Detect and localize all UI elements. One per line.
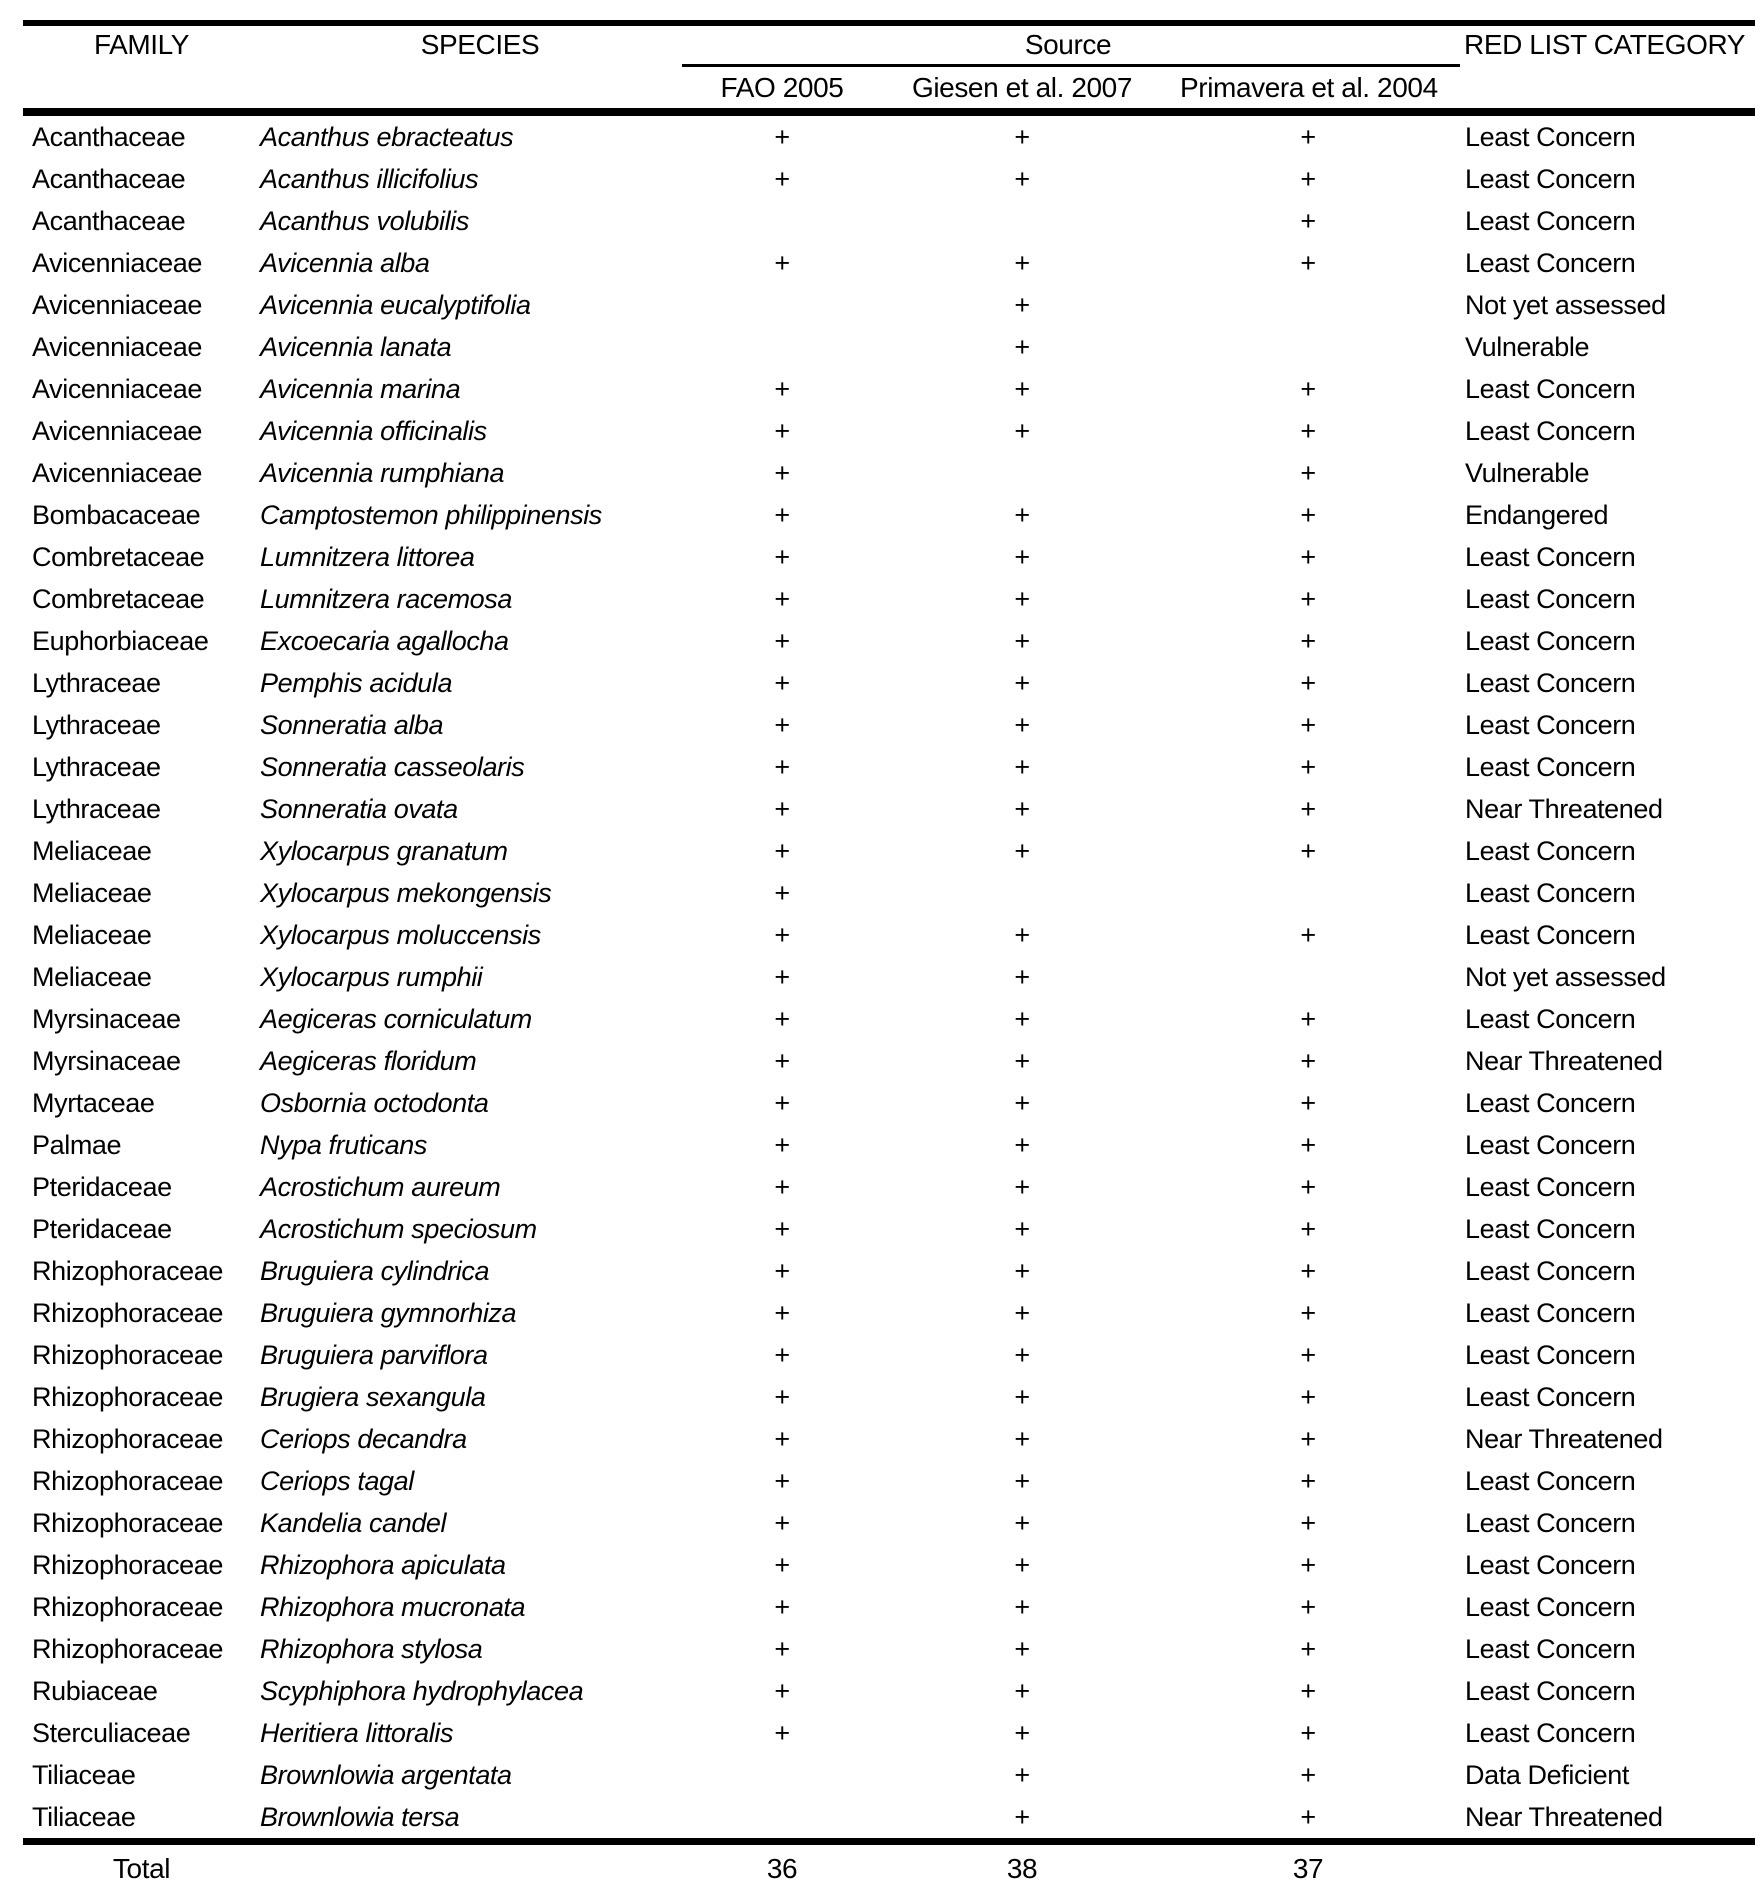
spacer-cell [1436, 104, 1755, 108]
species-cell: Brownlowia argentata [260, 1759, 512, 1790]
primavera-2004-mark: + [1300, 835, 1316, 866]
table-row [23, 1544, 1755, 1586]
family-cell: Avicenniaceae [32, 289, 202, 320]
primavera-2004-mark: + [1300, 1549, 1316, 1580]
table-row [23, 788, 1755, 830]
family-cell: Lythraceae [32, 709, 161, 740]
fao-2005-mark: + [774, 625, 790, 656]
species-cell: Sonneratia ovata [260, 793, 458, 824]
giesen-2007-mark: + [1014, 121, 1030, 152]
red-list-cell: Endangered [1465, 499, 1609, 530]
red-list-cell: Least Concern [1465, 121, 1636, 152]
table-row [23, 872, 1755, 914]
species-cell: Avicennia eucalyptifolia [260, 289, 531, 320]
giesen-2007-mark: + [1014, 1801, 1030, 1832]
fao-2005-mark: + [774, 1297, 790, 1328]
primavera-2004-mark: + [1300, 1255, 1316, 1286]
family-cell: Acanthaceae [32, 163, 186, 194]
total-primavera-count: 37 [1292, 1853, 1324, 1884]
red-list-cell: Least Concern [1465, 541, 1636, 572]
giesen-2007-mark: + [1014, 667, 1030, 698]
giesen-2007-mark: + [1014, 1339, 1030, 1370]
table-row [23, 326, 1755, 368]
giesen-2007-mark: + [1014, 1423, 1030, 1454]
table-row [23, 1628, 1755, 1670]
table-row [23, 242, 1755, 284]
table-row [23, 368, 1755, 410]
giesen-2007-mark: + [1014, 1297, 1030, 1328]
giesen-2007-mark: + [1014, 583, 1030, 614]
fao-2005-mark: + [774, 877, 790, 908]
giesen-2007-mark: + [1014, 625, 1030, 656]
red-list-cell: Least Concern [1465, 1675, 1636, 1706]
primavera-2004-mark: + [1300, 1339, 1316, 1370]
table-row [23, 1670, 1755, 1712]
species-cell: Acrostichum speciosum [260, 1213, 537, 1244]
primavera-2004-mark: + [1300, 1507, 1316, 1538]
fao-2005-mark: + [774, 583, 790, 614]
fao-2005-mark: + [774, 1675, 790, 1706]
family-cell: Rhizophoraceae [32, 1465, 224, 1496]
family-cell: Combretaceae [32, 541, 205, 572]
giesen-2007-mark: + [1014, 1717, 1030, 1748]
red-list-cell: Least Concern [1465, 1087, 1636, 1118]
primavera-2004-mark: + [1300, 709, 1316, 740]
primavera-2004-mark: + [1300, 1045, 1316, 1076]
giesen-2007-mark: + [1014, 835, 1030, 866]
fao-2005-column-header: FAO 2005 [720, 72, 844, 103]
red-list-cell: Not yet assessed [1465, 961, 1666, 992]
family-cell: Rhizophoraceae [32, 1423, 224, 1454]
primavera-2004-mark: + [1300, 205, 1316, 236]
fao-2005-mark: + [774, 1423, 790, 1454]
species-cell: Rhizophora apiculata [260, 1549, 506, 1580]
giesen-2007-mark: + [1014, 541, 1030, 572]
total-fao-count: 36 [766, 1853, 798, 1884]
fao-2005-mark: + [774, 1213, 790, 1244]
fao-2005-mark: + [774, 1045, 790, 1076]
species-cell: Xylocarpus granatum [260, 835, 508, 866]
table-row [23, 116, 1755, 158]
table-row [23, 662, 1755, 704]
family-cell: Myrsinaceae [32, 1045, 181, 1076]
family-cell: Avicenniaceae [32, 415, 202, 446]
giesen-2007-mark: + [1014, 499, 1030, 530]
family-cell: Rhizophoraceae [32, 1549, 224, 1580]
red-list-cell: Least Concern [1465, 667, 1636, 698]
red-list-cell: Least Concern [1465, 625, 1636, 656]
species-cell: Pemphis acidula [260, 667, 453, 698]
giesen-2007-mark: + [1014, 1045, 1030, 1076]
primavera-2004-mark: + [1300, 247, 1316, 278]
red-list-cell: Near Threatened [1465, 1045, 1663, 1076]
fao-2005-mark: + [774, 373, 790, 404]
fao-2005-mark: + [774, 1255, 790, 1286]
red-list-column-header: RED LIST CATEGORY [1464, 29, 1746, 60]
red-list-cell: Least Concern [1465, 247, 1636, 278]
fao-2005-mark: + [774, 1129, 790, 1160]
family-cell: Rhizophoraceae [32, 1339, 224, 1370]
table-row [23, 1754, 1755, 1796]
family-cell: Myrsinaceae [32, 1003, 181, 1034]
species-cell: Osbornia octodonta [260, 1087, 489, 1118]
species-cell: Xylocarpus mekongensis [260, 877, 552, 908]
species-cell: Brugiera sexangula [260, 1381, 486, 1412]
fao-2005-mark: + [774, 1381, 790, 1412]
red-list-cell: Least Concern [1465, 1213, 1636, 1244]
family-cell: Bombacaceae [32, 499, 201, 530]
total-row [23, 1838, 1755, 1893]
species-cell: Avicennia officinalis [260, 415, 487, 446]
family-cell: Rhizophoraceae [32, 1507, 224, 1538]
red-list-cell: Least Concern [1465, 1339, 1636, 1370]
table-body [23, 116, 1755, 1838]
giesen-2007-mark: + [1014, 709, 1030, 740]
table-row [23, 830, 1755, 872]
species-cell: Scyphiphora hydrophylacea [260, 1675, 584, 1706]
red-list-cell: Least Concern [1465, 1003, 1636, 1034]
family-cell: Lythraceae [32, 793, 161, 824]
red-list-cell: Least Concern [1465, 709, 1636, 740]
fao-2005-mark: + [774, 751, 790, 782]
table-header [23, 26, 1755, 116]
red-list-cell: Least Concern [1465, 1171, 1636, 1202]
table-row [23, 1040, 1755, 1082]
primavera-2004-mark: + [1300, 1717, 1316, 1748]
table-row [23, 1250, 1755, 1292]
family-cell: Meliaceae [32, 877, 152, 908]
primavera-2004-column-header: Primavera et al. 2004 [1180, 72, 1438, 103]
giesen-2007-mark: + [1014, 1213, 1030, 1244]
fao-2005-mark: + [774, 499, 790, 530]
table-row [23, 1376, 1755, 1418]
red-list-cell: Least Concern [1465, 1255, 1636, 1286]
giesen-2007-mark: + [1014, 1129, 1030, 1160]
species-cell: Brownlowia tersa [260, 1801, 460, 1832]
giesen-2007-mark: + [1014, 1549, 1030, 1580]
table-row [23, 284, 1755, 326]
giesen-2007-mark: + [1014, 1381, 1030, 1412]
giesen-2007-mark: + [1014, 1633, 1030, 1664]
giesen-2007-column-header: Giesen et al. 2007 [911, 72, 1133, 103]
primavera-2004-mark: + [1300, 1213, 1316, 1244]
giesen-2007-mark: + [1014, 1465, 1030, 1496]
spacer-cell [23, 104, 260, 108]
total-label: Total [112, 1853, 171, 1884]
table-row [23, 1796, 1755, 1838]
table-row [23, 158, 1755, 200]
primavera-2004-mark: + [1300, 457, 1316, 488]
species-cell: Acrostichum aureum [260, 1171, 501, 1202]
family-cell: Combretaceae [32, 583, 205, 614]
species-cell: Aegiceras floridum [260, 1045, 477, 1076]
table-row [23, 200, 1755, 242]
primavera-2004-mark: + [1300, 499, 1316, 530]
red-list-cell: Least Concern [1465, 751, 1636, 782]
table-row [23, 1082, 1755, 1124]
species-cell: Avicennia rumphiana [260, 457, 505, 488]
primavera-2004-mark: + [1300, 1297, 1316, 1328]
family-cell: Palmae [32, 1129, 122, 1160]
family-cell: Pteridaceae [32, 1213, 172, 1244]
red-list-cell: Not yet assessed [1465, 289, 1666, 320]
red-list-cell: Data Deficient [1465, 1759, 1629, 1790]
giesen-2007-mark: + [1014, 415, 1030, 446]
fao-2005-mark: + [774, 1465, 790, 1496]
giesen-2007-mark: + [1014, 1255, 1030, 1286]
family-cell: Lythraceae [32, 751, 161, 782]
species-cell: Avicennia marina [260, 373, 461, 404]
primavera-2004-mark: + [1300, 1759, 1316, 1790]
red-list-cell: Vulnerable [1465, 457, 1590, 488]
table-row [23, 1166, 1755, 1208]
family-cell: Avicenniaceae [32, 247, 202, 278]
table-row [23, 1334, 1755, 1376]
primavera-2004-mark: + [1300, 751, 1316, 782]
primavera-2004-mark: + [1300, 1381, 1316, 1412]
fao-2005-mark: + [774, 163, 790, 194]
primavera-2004-mark: + [1300, 373, 1316, 404]
primavera-2004-mark: + [1300, 1801, 1316, 1832]
red-list-cell: Least Concern [1465, 1633, 1636, 1664]
species-cell: Ceriops decandra [260, 1423, 467, 1454]
primavera-2004-mark: + [1300, 1465, 1316, 1496]
table-row [23, 1208, 1755, 1250]
fao-2005-mark: + [774, 541, 790, 572]
table-row [23, 452, 1755, 494]
giesen-2007-mark: + [1014, 1675, 1030, 1706]
table-row [23, 1418, 1755, 1460]
species-cell: Bruguiera gymnorhiza [260, 1297, 517, 1328]
fao-2005-mark: + [774, 1087, 790, 1118]
red-list-cell: Near Threatened [1465, 1423, 1663, 1454]
family-cell: Euphorbiaceae [32, 625, 209, 656]
family-cell: Rhizophoraceae [32, 1297, 224, 1328]
source-underline [682, 64, 1460, 67]
giesen-2007-mark: + [1014, 1759, 1030, 1790]
family-cell: Acanthaceae [32, 205, 186, 236]
species-cell: Lumnitzera racemosa [260, 583, 513, 614]
source-group-label: Source [1024, 29, 1112, 60]
family-cell: Meliaceae [32, 961, 152, 992]
fao-2005-mark: + [774, 247, 790, 278]
primavera-2004-mark: + [1300, 1129, 1316, 1160]
family-cell: Rhizophoraceae [32, 1255, 224, 1286]
family-cell: Rubiaceae [32, 1675, 158, 1706]
family-cell: Avicenniaceae [32, 373, 202, 404]
fao-2005-mark: + [774, 793, 790, 824]
species-cell: Sonneratia alba [260, 709, 444, 740]
species-cell: Bruguiera cylindrica [260, 1255, 490, 1286]
fao-2005-mark: + [774, 121, 790, 152]
primavera-2004-mark: + [1300, 1675, 1316, 1706]
family-cell: Avicenniaceae [32, 457, 202, 488]
species-cell: Kandelia candel [260, 1507, 447, 1538]
species-cell: Ceriops tagal [260, 1465, 414, 1496]
red-list-cell: Least Concern [1465, 835, 1636, 866]
red-list-cell: Least Concern [1465, 1507, 1636, 1538]
species-cell: Sonneratia casseolaris [260, 751, 525, 782]
red-list-cell: Least Concern [1465, 1297, 1636, 1328]
species-red-list-table [23, 20, 1755, 1893]
species-cell: Acanthus ebracteatus [260, 121, 514, 152]
fao-2005-mark: + [774, 961, 790, 992]
red-list-cell: Least Concern [1465, 1549, 1636, 1580]
giesen-2007-mark: + [1014, 247, 1030, 278]
red-list-cell: Least Concern [1465, 877, 1636, 908]
species-cell: Bruguiera parviflora [260, 1339, 488, 1370]
family-cell: Pteridaceae [32, 1171, 172, 1202]
family-cell: Meliaceae [32, 919, 152, 950]
red-list-cell: Least Concern [1465, 1129, 1636, 1160]
family-cell: Rhizophoraceae [32, 1633, 224, 1664]
table-row [23, 1460, 1755, 1502]
giesen-2007-mark: + [1014, 751, 1030, 782]
red-list-cell: Vulnerable [1465, 331, 1590, 362]
family-cell: Myrtaceae [32, 1087, 155, 1118]
species-cell: Excoecaria agallocha [260, 625, 509, 656]
species-cell: Aegiceras corniculatum [260, 1003, 532, 1034]
fao-2005-mark: + [774, 919, 790, 950]
species-cell: Acanthus illicifolius [260, 163, 479, 194]
fao-2005-mark: + [774, 457, 790, 488]
giesen-2007-mark: + [1014, 163, 1030, 194]
fao-2005-mark: + [774, 1171, 790, 1202]
fao-2005-mark: + [774, 1507, 790, 1538]
red-list-cell: Least Concern [1465, 205, 1636, 236]
family-cell: Tiliaceae [32, 1801, 136, 1832]
primavera-2004-mark: + [1300, 667, 1316, 698]
giesen-2007-mark: + [1014, 1507, 1030, 1538]
table-row [23, 956, 1755, 998]
family-cell: Rhizophoraceae [32, 1381, 224, 1412]
table-row [23, 746, 1755, 788]
table-row [23, 620, 1755, 662]
table-row [23, 1712, 1755, 1754]
table-row [23, 998, 1755, 1040]
fao-2005-mark: + [774, 1003, 790, 1034]
species-cell: Acanthus volubilis [260, 205, 469, 236]
red-list-cell: Near Threatened [1465, 1801, 1663, 1832]
table-row [23, 704, 1755, 746]
fao-2005-mark: + [774, 415, 790, 446]
red-list-cell: Least Concern [1465, 583, 1636, 614]
fao-2005-mark: + [774, 1633, 790, 1664]
primavera-2004-mark: + [1300, 163, 1316, 194]
primavera-2004-mark: + [1300, 1003, 1316, 1034]
total-giesen-count: 38 [1006, 1853, 1038, 1884]
primavera-2004-mark: + [1300, 1087, 1316, 1118]
table-row [23, 578, 1755, 620]
primavera-2004-mark: + [1300, 625, 1316, 656]
red-list-cell: Least Concern [1465, 373, 1636, 404]
giesen-2007-mark: + [1014, 1087, 1030, 1118]
species-cell: Camptostemon philippinensis [260, 499, 602, 530]
red-list-cell: Least Concern [1465, 1591, 1636, 1622]
giesen-2007-mark: + [1014, 1591, 1030, 1622]
table-row [23, 914, 1755, 956]
giesen-2007-mark: + [1014, 1171, 1030, 1202]
table-row [23, 1124, 1755, 1166]
species-cell: Nypa fruticans [260, 1129, 427, 1160]
primavera-2004-mark: + [1300, 919, 1316, 950]
primavera-2004-mark: + [1300, 1423, 1316, 1454]
species-cell: Lumnitzera littorea [260, 541, 475, 572]
header-row-main [23, 26, 1755, 65]
family-cell: Meliaceae [32, 835, 152, 866]
red-list-cell: Least Concern [1465, 919, 1636, 950]
giesen-2007-mark: + [1014, 919, 1030, 950]
red-list-cell: Least Concern [1465, 1381, 1636, 1412]
giesen-2007-mark: + [1014, 961, 1030, 992]
primavera-2004-mark: + [1300, 1171, 1316, 1202]
species-cell: Avicennia lanata [260, 331, 452, 362]
table-row [23, 1292, 1755, 1334]
header-row-sources [23, 65, 1755, 108]
family-cell: Acanthaceae [32, 121, 186, 152]
red-list-cell: Least Concern [1465, 163, 1636, 194]
red-list-cell: Least Concern [1465, 1465, 1636, 1496]
species-cell: Avicennia alba [260, 247, 430, 278]
fao-2005-mark: + [774, 835, 790, 866]
red-list-cell: Near Threatened [1465, 793, 1663, 824]
species-cell: Xylocarpus rumphii [260, 961, 483, 992]
species-cell: Rhizophora mucronata [260, 1591, 526, 1622]
giesen-2007-mark: + [1014, 289, 1030, 320]
giesen-2007-mark: + [1014, 373, 1030, 404]
species-cell: Rhizophora stylosa [260, 1633, 483, 1664]
fao-2005-mark: + [774, 667, 790, 698]
table-row [23, 494, 1755, 536]
species-cell: Heritiera littoralis [260, 1717, 454, 1748]
table-row [23, 1502, 1755, 1544]
primavera-2004-mark: + [1300, 121, 1316, 152]
red-list-cell: Least Concern [1465, 1717, 1636, 1748]
primavera-2004-mark: + [1300, 583, 1316, 614]
giesen-2007-mark: + [1014, 793, 1030, 824]
primavera-2004-mark: + [1300, 793, 1316, 824]
primavera-2004-mark: + [1300, 541, 1316, 572]
primavera-2004-mark: + [1300, 1633, 1316, 1664]
fao-2005-mark: + [774, 1717, 790, 1748]
family-cell: Tiliaceae [32, 1759, 136, 1790]
fao-2005-mark: + [774, 1339, 790, 1370]
primavera-2004-mark: + [1300, 415, 1316, 446]
species-cell: Xylocarpus moluccensis [260, 919, 541, 950]
red-list-cell: Least Concern [1465, 415, 1636, 446]
fao-2005-mark: + [774, 1591, 790, 1622]
source-group-header [700, 29, 1436, 65]
table-row [23, 536, 1755, 578]
primavera-2004-mark: + [1300, 1591, 1316, 1622]
family-cell: Lythraceae [32, 667, 161, 698]
species-column-header: SPECIES [420, 29, 540, 60]
table-row [23, 1586, 1755, 1628]
fao-2005-mark: + [774, 1549, 790, 1580]
family-cell: Sterculiaceae [32, 1717, 191, 1748]
family-cell: Avicenniaceae [32, 331, 202, 362]
fao-2005-mark: + [774, 709, 790, 740]
table-row [23, 410, 1755, 452]
spacer-cell [260, 104, 700, 108]
giesen-2007-mark: + [1014, 331, 1030, 362]
giesen-2007-mark: + [1014, 1003, 1030, 1034]
family-column-header: FAMILY [93, 29, 190, 60]
family-cell: Rhizophoraceae [32, 1591, 224, 1622]
